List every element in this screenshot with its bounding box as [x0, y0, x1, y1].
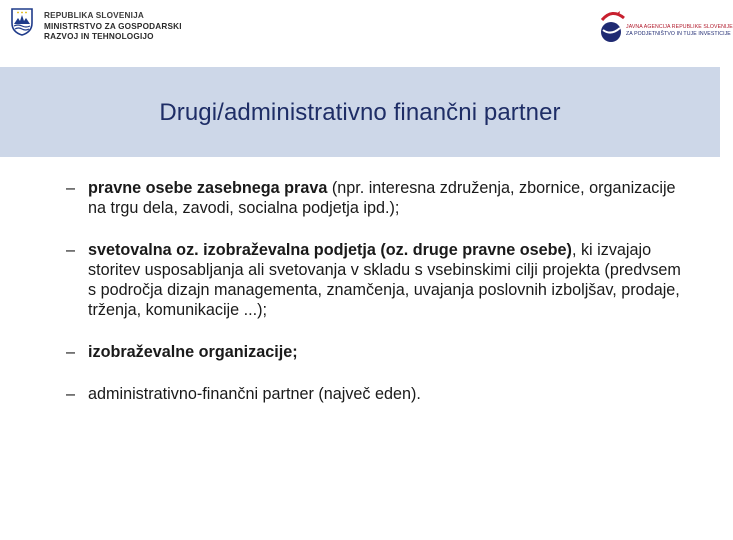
bullet-bold-text: izobraževalne organizacije; — [88, 343, 298, 361]
bullet-item — [66, 178, 706, 218]
bullet-text — [88, 240, 688, 320]
bullet-regular-text: (npr. interesna združenja, zbornice, organizacije na trgu dela, zavodi, socialna podjetja ipd.); — [88, 179, 676, 217]
bullet-item — [66, 342, 706, 362]
agency-line: JAVNA AGENCIJA REPUBLIKE SLOVENIJE — [626, 24, 733, 30]
bullet-item — [66, 384, 706, 404]
ministry-name — [44, 11, 182, 43]
ministry-line: RAZVOJ IN TEHNOLOGIJO — [44, 32, 154, 41]
bullet-bold-text: svetovalna oz. izobraževalna podjetja (oz. druge pravne osebe) — [88, 241, 572, 259]
agency-logo — [596, 10, 733, 46]
title-band — [0, 67, 720, 157]
ministry-logo — [10, 8, 182, 43]
slide-title: Drugi/administrativno finančni partner — [159, 99, 561, 126]
bullet-dash: – — [66, 343, 76, 361]
bullet-dash: – — [66, 179, 76, 197]
bullet-text — [88, 342, 688, 362]
bullet-list — [66, 178, 706, 426]
agency-name — [626, 24, 733, 38]
bullet-regular-text: administrativno-finančni partner (največ eden). — [88, 385, 421, 403]
bullet-regular-text: , ki izvajajo storitev usposabljanja ali svetovanja v skladu s vsebinskimi cilji projekta (predvsem s področja dizajn managementa, znamčenja, uvajanja poslovnih izboljšav, prodaje, trženja, komunikacije ...); — [88, 241, 681, 319]
agency-swirl-icon — [596, 10, 626, 44]
ministry-line: MINISTRSTVO ZA GOSPODARSKI — [44, 21, 182, 31]
agency-line: ZA PODJETNIŠTVO IN TUJE INVESTICIJE — [626, 31, 731, 37]
bullet-text — [88, 384, 688, 404]
bullet-text — [88, 178, 688, 218]
bullet-dash: – — [66, 241, 76, 259]
slide-header — [0, 0, 733, 66]
bullet-dash: – — [66, 385, 76, 403]
bullet-item — [66, 240, 706, 320]
coat-of-arms-icon — [10, 8, 34, 36]
ministry-line: REPUBLIKA SLOVENIJA — [44, 11, 144, 20]
bullet-bold-text: pravne osebe zasebnega prava — [88, 179, 328, 197]
